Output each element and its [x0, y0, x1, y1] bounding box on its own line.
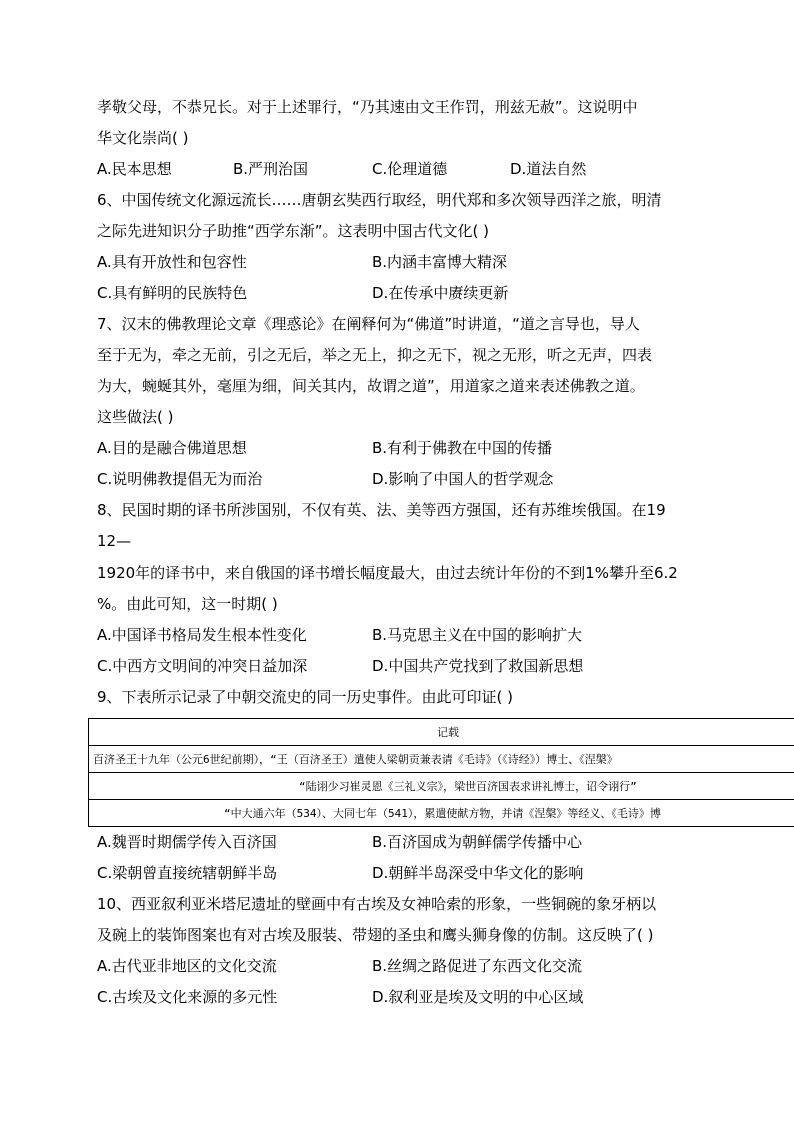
q8-text-line-4: %。由此可知，这一时期( ): [97, 595, 278, 613]
q5-option-a[interactable]: A.民本思想: [97, 160, 172, 178]
q5-text-line-2: 华文化崇尚( ): [97, 129, 189, 147]
q5-text-line-1: 孝敬父母，不恭兄长。对于上述罪行，“乃其速由文王作罚，刑兹无赦”。这说明中: [97, 98, 638, 116]
q9-option-b[interactable]: B.百济国成为朝鲜儒学传播中心: [372, 833, 583, 851]
q7-text-line-2: 至于无为，牵之无前，引之无后，举之无上，抑之无下，视之无形，听之无声，四表: [97, 346, 653, 364]
q5-option-d[interactable]: D.道法自然: [510, 160, 587, 178]
q8-option-b[interactable]: B.马克思主义在中国的影响扩大: [372, 626, 583, 644]
q10-option-d[interactable]: D.叙利亚是埃及文明的中心区域: [372, 988, 584, 1006]
q9-option-a[interactable]: A.魏晋时期儒学传入百济国: [97, 833, 277, 851]
q6-text-line-2: 之际先进知识分子助推“西学东渐”。这表明中国古代文化( ): [97, 222, 490, 240]
q6-option-b[interactable]: B.内涵丰富博大精深: [372, 253, 508, 271]
q9-text-line-1: 9、下表所示记录了中朝交流史的同一历史事件。由此可印证( ): [97, 688, 514, 706]
q6-option-c[interactable]: C.具有鲜明的民族特色: [97, 284, 248, 302]
q8-text-line-3: 1920年的译书中，来自俄国的译书增长幅度最大，由过去统计年份的不到1%攀升至6.2: [97, 564, 678, 582]
table-header-records: 记载: [89, 719, 794, 746]
table-row-1: 百济圣王十九年（公元6世纪前期），“王（百济圣王）遣使人梁朝贡兼表请《毛诗》（《诗经》）博士、《涅槃》: [89, 746, 794, 773]
q10-option-b[interactable]: B.丝绸之路促进了东西文化交流: [372, 957, 583, 975]
table-row-3: “中大通六年（534）、大同七年（541），累遣使献方物，并请《涅槃》等经义、《毛诗》博: [89, 800, 794, 827]
q7-option-c[interactable]: C.说明佛教提倡无为而治: [97, 470, 263, 488]
q8-option-a[interactable]: A.中国译书格局发生根本性变化: [97, 626, 307, 644]
q7-text-line-3: 为大，蜿蜒其外，毫厘为细，间关其内，故谓之道”，用道家之道来表述佛教之道。: [97, 377, 645, 395]
q10-option-a[interactable]: A.古代亚非地区的文化交流: [97, 957, 277, 975]
q6-option-d[interactable]: D.在传承中赓续更新: [372, 284, 509, 302]
q10-text-line-1: 10、西亚叙利亚米塔尼遗址的壁画中有古埃及女神哈索的形象，一些铜碗的象牙柄以: [97, 895, 657, 913]
q10-option-c[interactable]: C.古埃及文化来源的多元性: [97, 988, 278, 1006]
q6-option-a[interactable]: A.具有开放性和包容性: [97, 253, 247, 271]
q5-option-b[interactable]: B.严刑治国: [233, 160, 309, 178]
q5-option-c[interactable]: C.伦理道德: [372, 160, 448, 178]
q9-records-table: [88, 718, 794, 827]
q7-option-b[interactable]: B.有利于佛教在中国的传播: [372, 439, 553, 457]
q7-text-line-1: 7、汉末的佛教理论文章《理惑论》在阐释何为“佛道”时讲道，“道之言导也，导人: [97, 315, 640, 333]
q8-text-line-1: 8、民国时期的译书所涉国别，不仅有英、法、美等西方强国，还有苏维埃俄国。在19: [97, 501, 666, 519]
q8-option-d[interactable]: D.中国共产党找到了救国新思想: [372, 657, 584, 675]
table-row-2: “陆诩少习崔灵恩《三礼义宗》，梁世百济国表求讲礼博士，诏令诩行”: [89, 773, 794, 800]
q8-text-line-2: 12—: [97, 532, 132, 550]
q8-option-c[interactable]: C.中西方文明间的冲突日益加深: [97, 657, 308, 675]
q7-option-a[interactable]: A.目的是融合佛道思想: [97, 439, 247, 457]
q9-option-d[interactable]: D.朝鲜半岛深受中华文化的影响: [372, 864, 584, 882]
q7-text-line-4: 这些做法( ): [97, 408, 174, 426]
q7-option-d[interactable]: D.影响了中国人的哲学观念: [372, 470, 554, 488]
q6-text-line-1: 6、中国传统文化源远流长……唐朝玄奘西行取经，明代郑和多次领导西洋之旅，明清: [97, 191, 662, 209]
q10-text-line-2: 及碗上的装饰图案也有对古埃及服装、带翅的圣虫和鹰头狮身像的仿制。这反映了( ): [97, 926, 654, 944]
q9-option-c[interactable]: C.梁朝曾直接统辖朝鲜半岛: [97, 864, 278, 882]
